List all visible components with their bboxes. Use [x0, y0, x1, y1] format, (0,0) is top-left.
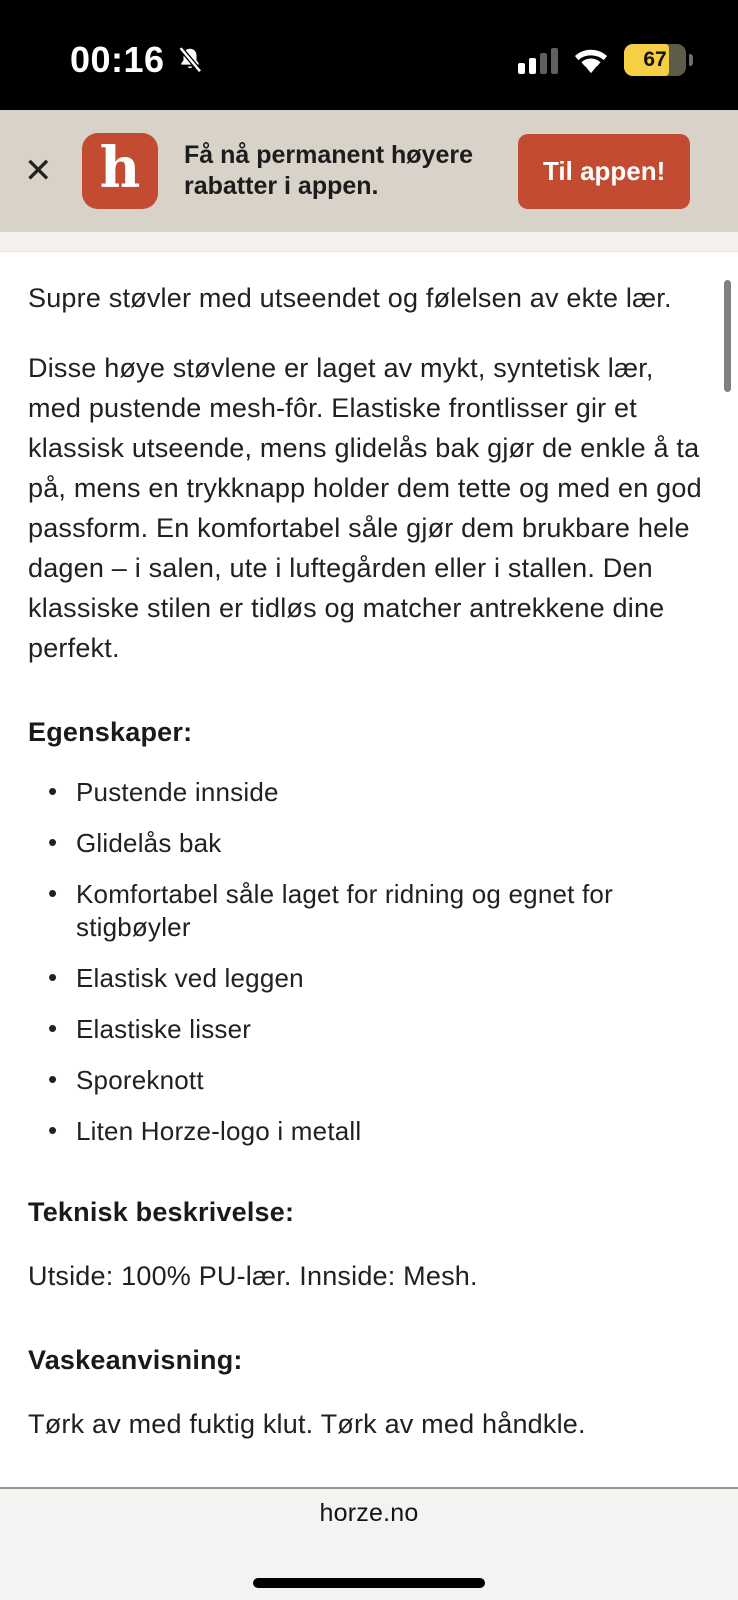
list-item — [76, 962, 706, 995]
features-list — [28, 776, 706, 1148]
feature-text: Glidelås bak — [76, 828, 222, 858]
product-description — [0, 252, 738, 1488]
status-bar — [0, 0, 738, 110]
feature-text: Elastisk ved leggen — [76, 963, 304, 993]
url-label[interactable]: horze.no — [319, 1499, 419, 1527]
feature-text: Komfortabel såle laget for ridning og egnet for stigbøyler — [76, 879, 613, 942]
technical-text: Utside: 100% PU-lær. Innside: Mesh. — [28, 1261, 478, 1291]
close-icon[interactable]: ✕ — [24, 154, 68, 188]
description-paragraph: Disse høye støvlene er laget av mykt, syntetisk lær, med pustende mesh-fôr. Elastiske frontlisser gir et klassisk utseende, mens glidelås bak gjør de enkle å ta på, mens en trykknapp holder dem tette og med en god passform. En komfortabel såle gjør dem brukbare hele dagen – i salen, ute i luftegården eller i stallen. Den klassiske stilen er tidløs og matcher antrekkene dine perfekt. — [28, 353, 702, 663]
home-indicator[interactable] — [253, 1578, 485, 1588]
cellular-signal-icon — [518, 48, 558, 76]
care-heading: Vaskeanvisning: — [28, 1345, 243, 1375]
status-time: 00:16 — [70, 39, 165, 80]
feature-text: Pustende innside — [76, 777, 279, 807]
page-top-strip — [0, 232, 738, 252]
intro-paragraph: Supre støvler med utseendet og følelsen av ekte lær. — [28, 283, 672, 313]
scrollbar-thumb[interactable] — [724, 280, 731, 392]
feature-text: Liten Horze-logo i metall — [76, 1116, 362, 1146]
horze-logo-letter: h — [99, 135, 141, 201]
technical-heading: Teknisk beskrivelse: — [28, 1197, 295, 1227]
battery-level: 67 — [643, 48, 667, 71]
list-item — [76, 1115, 706, 1148]
feature-text: Elastiske lisser — [76, 1014, 252, 1044]
horze-app-icon — [82, 133, 158, 209]
battery-icon — [624, 44, 686, 76]
list-item — [76, 827, 706, 860]
list-item — [76, 878, 706, 944]
feature-text: Sporeknott — [76, 1065, 204, 1095]
open-app-button[interactable]: Til appen! — [518, 134, 690, 209]
list-item — [76, 1064, 706, 1097]
wifi-icon — [572, 47, 610, 76]
status-left — [70, 39, 205, 81]
status-right — [518, 44, 686, 76]
browser-bottom-bar — [0, 1487, 738, 1600]
list-item — [76, 776, 706, 809]
care-text: Tørk av med fuktig klut. Tørk av med håndkle. — [28, 1409, 586, 1439]
features-heading: Egenskaper: — [28, 717, 193, 747]
smart-app-banner — [0, 110, 738, 232]
notifications-muted-icon — [175, 45, 205, 75]
list-item — [76, 1013, 706, 1046]
banner-message: Få nå permanent høyere rabatter i appen. — [184, 141, 473, 200]
